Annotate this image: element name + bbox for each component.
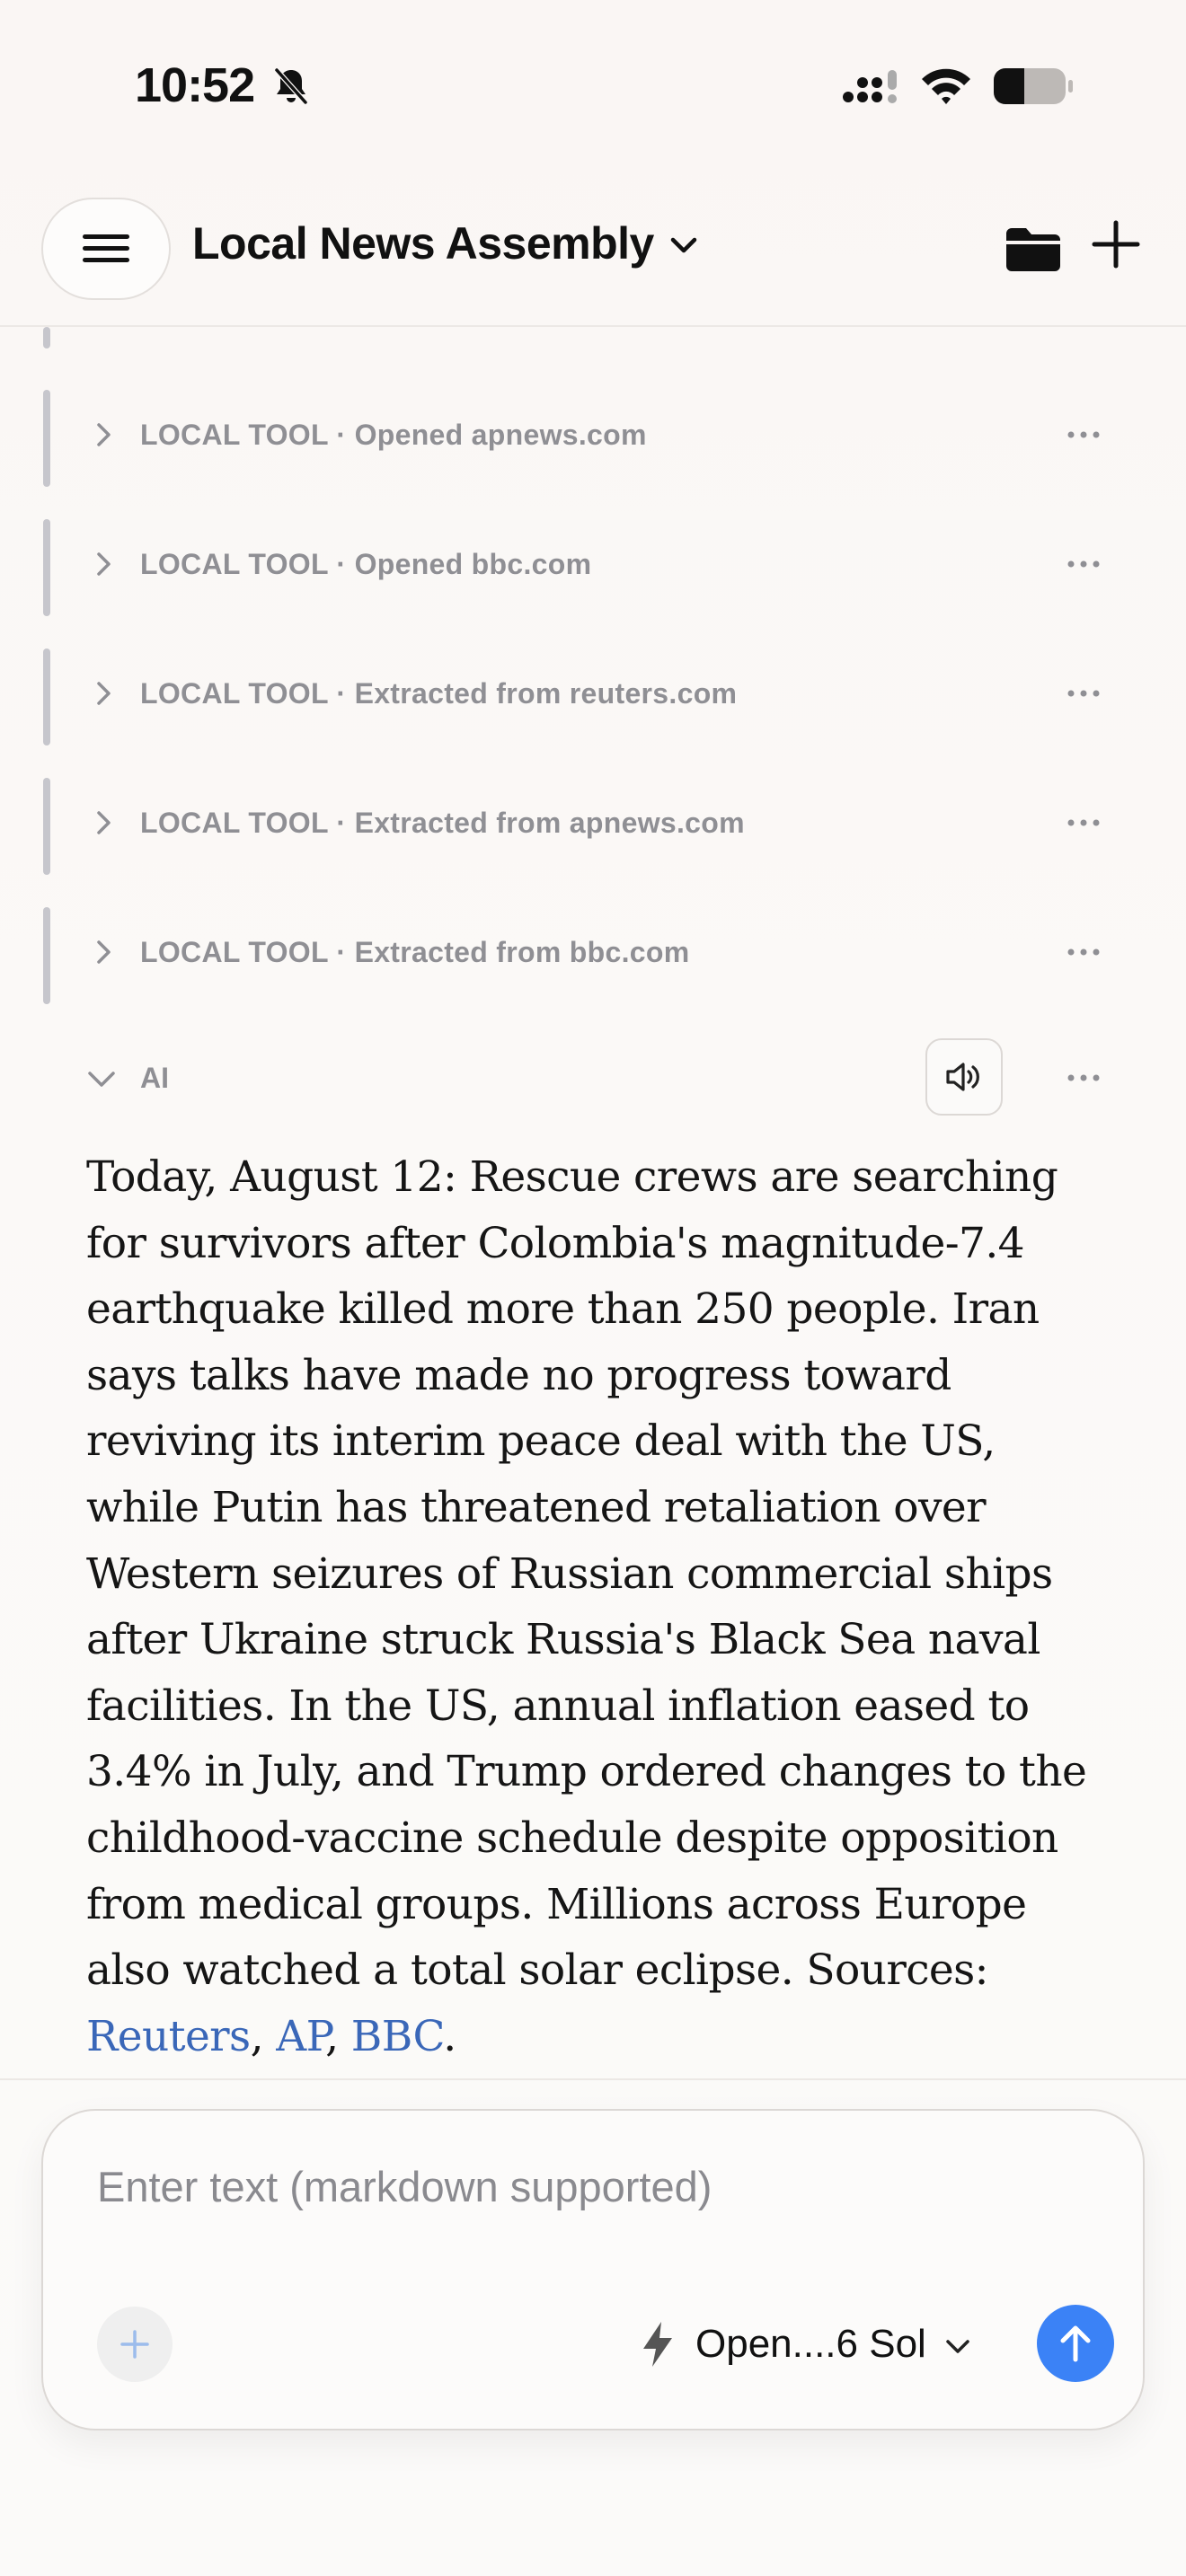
chevron-right-icon [90, 809, 117, 836]
source-link-ap[interactable]: AP [276, 2011, 326, 2061]
log-item-label: LOCAL TOOL · Opened bbc.com [140, 548, 592, 580]
log-item[interactable] [0, 898, 1186, 1028]
chevron-down-icon [668, 230, 699, 260]
message-input[interactable] [97, 2150, 1085, 2222]
arrow-up-icon [1056, 2322, 1095, 2365]
status-bar [0, 0, 1186, 171]
composer [41, 2109, 1145, 2430]
source-link-reuters[interactable]: Reuters [86, 2011, 251, 2061]
source-link-bbc[interactable]: BBC [350, 2011, 444, 2061]
more-icon[interactable] [1066, 1069, 1102, 1087]
log-item-label: LOCAL TOOL · Extracted from bbc.com [140, 936, 690, 968]
chevron-right-icon [90, 421, 117, 448]
log-item[interactable] [0, 510, 1186, 640]
more-icon[interactable] [1066, 943, 1102, 961]
page-title: Local News Assembly [192, 218, 654, 269]
battery-icon [992, 66, 1075, 106]
ai-message-text: Today, August 12: Rescue crews are searching for survivors after Colombia's magnitude-7.4 earthquake killed more than 250 people. Iran says talks have made no progress toward reviving its interim peace deal with the US, while Putin has threatened retaliation over Western seizures of Russian commercial ships after Ukraine struck Russia's Black Sea naval facilities. In the US, annual inflation eased to 3.4% in July, and Trump ordered changes to the childhood-vaccine schedule despite opposition from medical groups. Millions across Europe also watched a total solar eclipse. Sources: [86, 1152, 1087, 1996]
folder-icon[interactable] [1003, 225, 1064, 275]
divider [0, 2078, 1186, 2080]
send-button[interactable] [1037, 2305, 1114, 2382]
log-connector [43, 327, 50, 348]
message-end: . [443, 2011, 456, 2061]
model-selector[interactable] [640, 2316, 971, 2373]
title-dropdown[interactable] [192, 217, 699, 269]
log-item-label: LOCAL TOOL · Opened apnews.com [140, 419, 647, 451]
model-label: Open....6 Sol [695, 2322, 926, 2366]
chevron-right-icon [90, 680, 117, 707]
bell-slash-icon [270, 65, 313, 108]
speaker-icon [944, 1059, 984, 1095]
chevron-right-icon [90, 551, 117, 578]
bolt-icon [640, 2320, 676, 2369]
source-separator: , [325, 2011, 351, 2061]
read-aloud-button[interactable] [925, 1038, 1003, 1116]
chevron-down-icon[interactable] [86, 1063, 117, 1094]
more-icon[interactable] [1066, 814, 1102, 832]
attach-button[interactable] [97, 2307, 173, 2382]
ai-message-body [86, 1144, 1102, 2069]
more-icon[interactable] [1066, 555, 1102, 573]
more-icon[interactable] [1066, 426, 1102, 444]
wifi-icon [918, 63, 974, 108]
log-item-label: LOCAL TOOL · Extracted from apnews.com [140, 807, 745, 839]
ai-message-header [0, 1033, 1186, 1123]
signal-icon [841, 66, 902, 106]
chevron-right-icon [90, 939, 117, 966]
log-item-label: LOCAL TOOL · Extracted from reuters.com [140, 677, 738, 710]
log-bar [43, 648, 50, 745]
header [0, 171, 1186, 327]
log-item[interactable] [0, 381, 1186, 510]
log-item[interactable] [0, 769, 1186, 898]
log-item[interactable] [0, 640, 1186, 769]
hamburger-icon [81, 231, 131, 267]
ai-label: AI [140, 1062, 169, 1094]
source-separator: , [250, 2011, 277, 2061]
log-bar [43, 390, 50, 487]
log-bar [43, 778, 50, 875]
log-bar [43, 907, 50, 1004]
plus-icon[interactable] [1089, 217, 1143, 271]
status-time: 10:52 [135, 58, 255, 112]
menu-button[interactable] [41, 198, 171, 300]
more-icon[interactable] [1066, 684, 1102, 702]
log-bar [43, 519, 50, 616]
chevron-down-icon [944, 2333, 971, 2360]
plus-icon [117, 2326, 153, 2362]
